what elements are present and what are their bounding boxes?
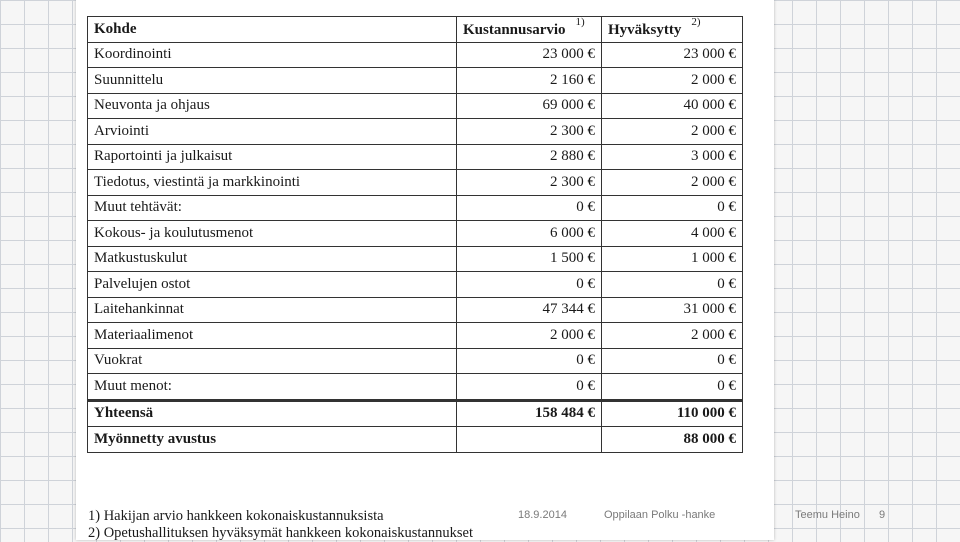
row-approved: 0 € bbox=[602, 348, 743, 374]
row-approved: 31 000 € bbox=[602, 297, 743, 323]
header-estimate: Kustannusarvio $^{1)}$ bbox=[457, 17, 602, 43]
row-item: Muut tehtävät: bbox=[88, 195, 457, 221]
table-row bbox=[88, 221, 743, 247]
row-approved: 0 € bbox=[602, 195, 743, 221]
header-item: Kohde bbox=[88, 17, 457, 43]
row-item: Matkustuskulut bbox=[88, 246, 457, 272]
row-item: Materiaalimenot bbox=[88, 323, 457, 349]
row-estimate: 2 880 € bbox=[457, 144, 602, 170]
total-row bbox=[88, 400, 743, 427]
grant-row bbox=[88, 427, 743, 453]
grant-approved: 88 000 € bbox=[602, 427, 743, 453]
row-estimate: 2 000 € bbox=[457, 323, 602, 349]
row-approved: 0 € bbox=[602, 272, 743, 298]
footnote-2: 2) Opetushallituksen hyväksymät hankkeen kokonaiskustannukset bbox=[88, 525, 473, 541]
row-estimate: 2 160 € bbox=[457, 68, 602, 94]
row-item: Kokous- ja koulutusmenot bbox=[88, 221, 457, 247]
row-approved: 23 000 € bbox=[602, 42, 743, 68]
table-row bbox=[88, 297, 743, 323]
row-estimate: 2 300 € bbox=[457, 170, 602, 196]
row-estimate: 0 € bbox=[457, 272, 602, 298]
row-approved: 4 000 € bbox=[602, 221, 743, 247]
row-estimate: 69 000 € bbox=[457, 93, 602, 119]
row-approved: 2 000 € bbox=[602, 119, 743, 145]
table-row bbox=[88, 246, 743, 272]
row-approved: 3 000 € bbox=[602, 144, 743, 170]
table-header-row bbox=[88, 17, 743, 43]
table-row bbox=[88, 144, 743, 170]
row-estimate: 23 000 € bbox=[457, 42, 602, 68]
total-label: Yhteensä bbox=[88, 400, 457, 427]
row-item: Neuvonta ja ohjaus bbox=[88, 93, 457, 119]
footnote-ref-2: 2) bbox=[691, 16, 701, 29]
table-row bbox=[88, 272, 743, 298]
row-approved: 2 000 € bbox=[602, 68, 743, 94]
footnote-ref-1: 1) bbox=[575, 16, 585, 29]
grant-label: Myönnetty avustus bbox=[88, 427, 457, 453]
row-estimate: 1 500 € bbox=[457, 246, 602, 272]
grant-estimate-empty bbox=[457, 427, 602, 453]
table-row bbox=[88, 42, 743, 68]
footnotes bbox=[88, 508, 473, 542]
table-row bbox=[88, 93, 743, 119]
row-item: Muut menot: bbox=[88, 374, 457, 401]
row-item: Palvelujen ostot bbox=[88, 272, 457, 298]
total-approved: 110 000 € bbox=[602, 400, 743, 427]
row-approved: 2 000 € bbox=[602, 170, 743, 196]
slide-number: 9 bbox=[879, 509, 886, 521]
row-item: Laitehankinnat bbox=[88, 297, 457, 323]
row-estimate: 6 000 € bbox=[457, 221, 602, 247]
row-item: Raportointi ja julkaisut bbox=[88, 144, 457, 170]
row-approved: 2 000 € bbox=[602, 323, 743, 349]
row-item: Suunnittelu bbox=[88, 68, 457, 94]
footnote-1: 1) Hakijan arvio hankkeen kokonaiskustannuksista bbox=[88, 508, 384, 524]
table-row bbox=[88, 170, 743, 196]
total-estimate: 158 484 € bbox=[457, 400, 602, 427]
row-estimate: 0 € bbox=[457, 348, 602, 374]
row-approved: 0 € bbox=[602, 374, 743, 401]
row-estimate: 0 € bbox=[457, 195, 602, 221]
budget-table bbox=[87, 16, 743, 453]
row-approved: 1 000 € bbox=[602, 246, 743, 272]
table-row bbox=[88, 119, 743, 145]
table-row bbox=[88, 374, 743, 401]
row-item: Koordinointi bbox=[88, 42, 457, 68]
table-row bbox=[88, 348, 743, 374]
row-estimate: 0 € bbox=[457, 374, 602, 401]
row-estimate: 2 300 € bbox=[457, 119, 602, 145]
table-row bbox=[88, 195, 743, 221]
table-row bbox=[88, 323, 743, 349]
footer-date: 18.9.2014 bbox=[518, 509, 567, 521]
row-item: Arviointi bbox=[88, 119, 457, 145]
table-row bbox=[88, 68, 743, 94]
header-approved: Hyväksytty $^{2)}$ bbox=[602, 17, 743, 43]
footer-author: Teemu Heino bbox=[795, 509, 860, 521]
row-approved: 40 000 € bbox=[602, 93, 743, 119]
row-item: Vuokrat bbox=[88, 348, 457, 374]
footer-title: Oppilaan Polku -hanke bbox=[604, 509, 716, 521]
row-estimate: 47 344 € bbox=[457, 297, 602, 323]
row-item: Tiedotus, viestintä ja markkinointi bbox=[88, 170, 457, 196]
